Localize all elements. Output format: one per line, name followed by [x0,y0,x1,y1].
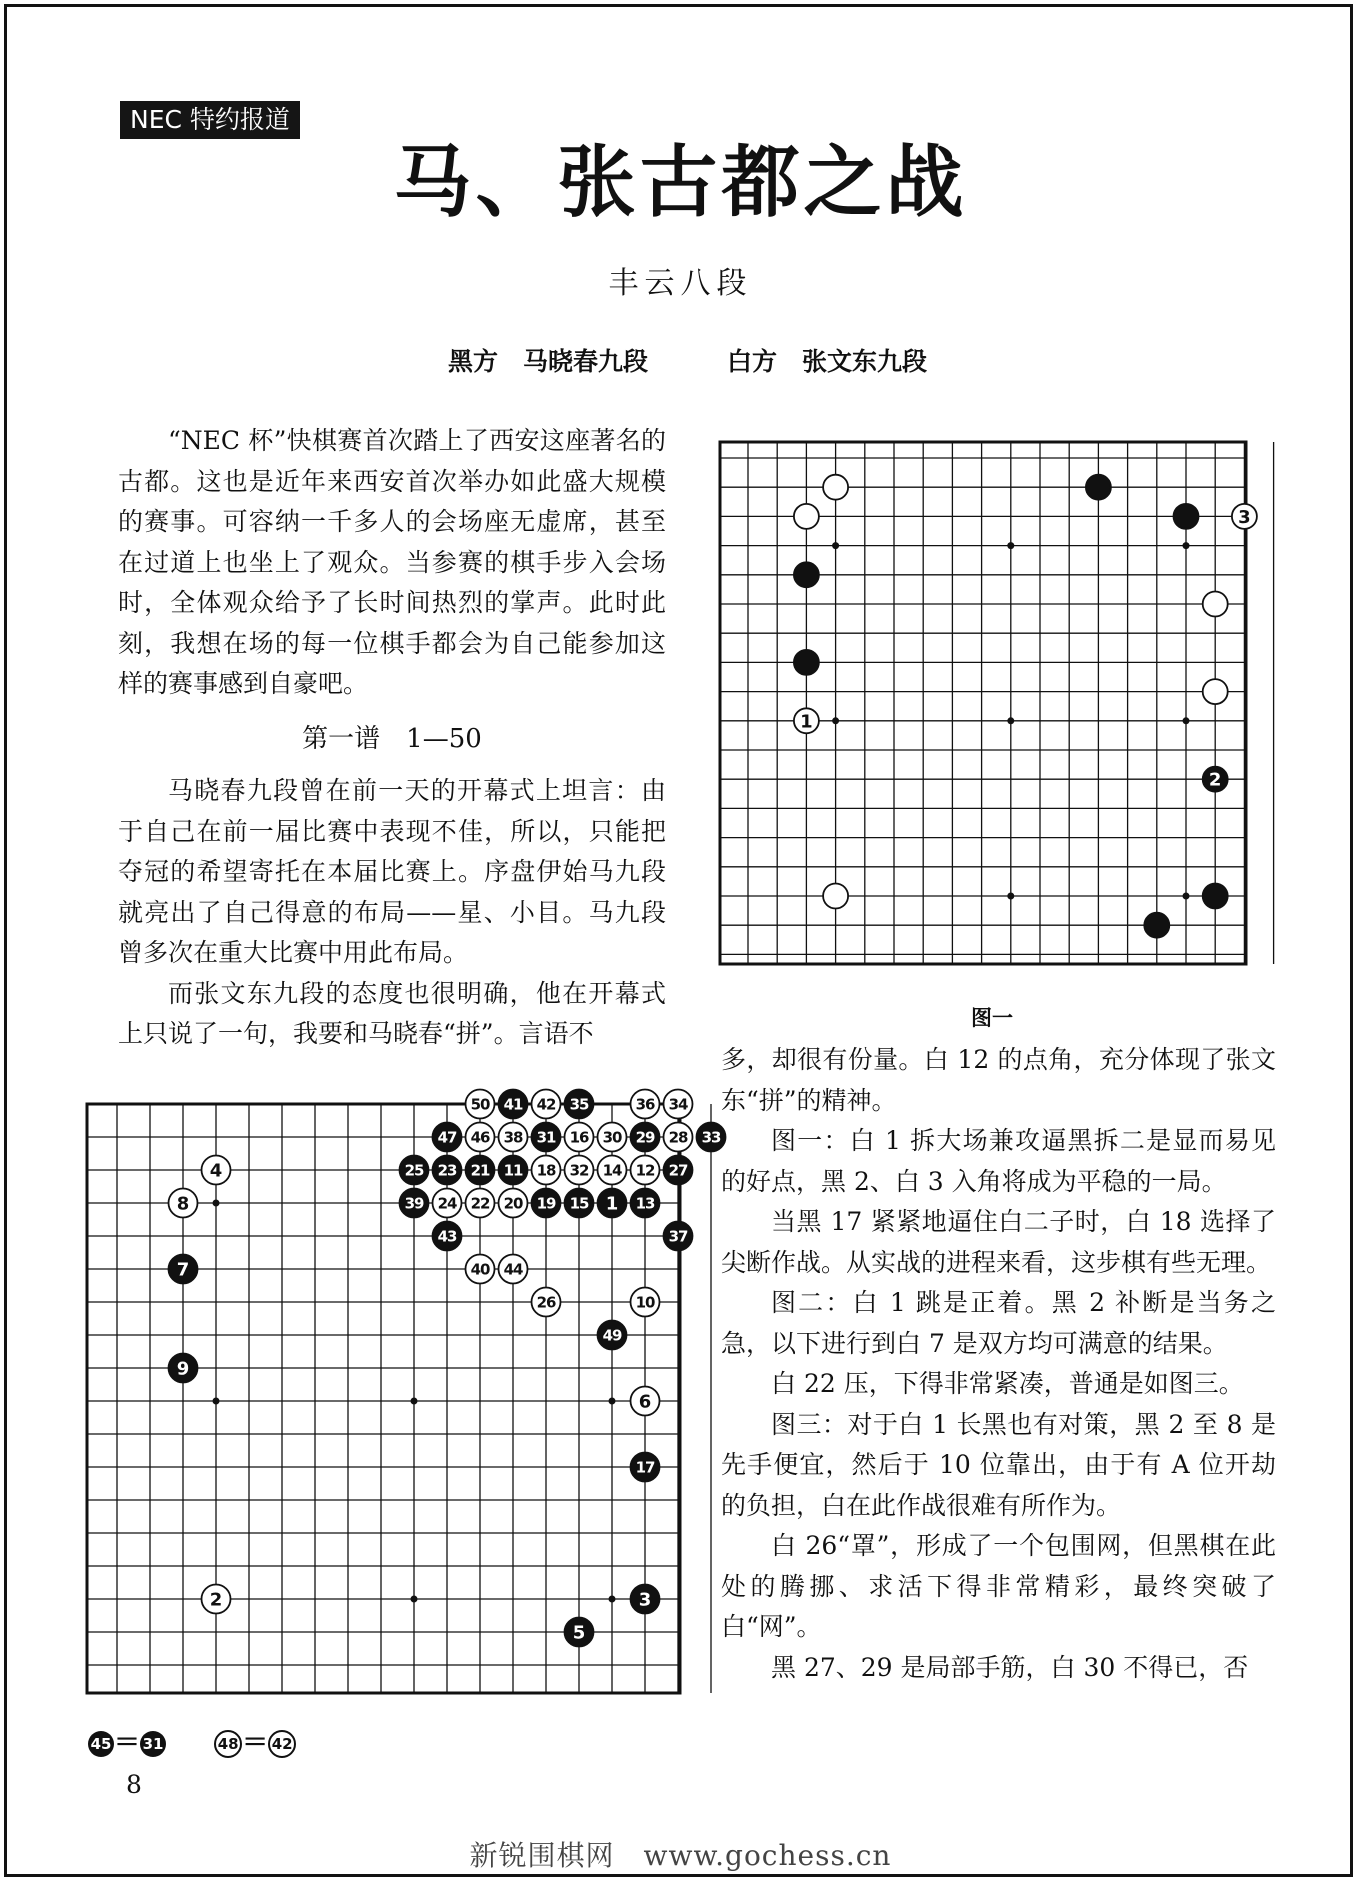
move-number: 21 [470,1161,490,1180]
white-stone [794,504,819,529]
note-stone-white: 42 [268,1730,296,1758]
star-point [1007,542,1014,549]
move-number: 1 [605,1193,619,1215]
move-number: 16 [569,1128,589,1147]
move-number: 41 [503,1095,523,1114]
move-number: 32 [569,1161,589,1180]
black-stone [1203,884,1228,909]
paragraph: 多，却很有份量。白 12 的点角，充分体现了张文东“拼”的精神。 [721,1045,1276,1115]
paragraph: 而张文东九段的态度也很明确，他在开幕式上只说了一句，我要和马晓春“拼”。言语不 [118,978,666,1048]
star-point [1183,893,1190,900]
figure-2-board [84,1088,721,1698]
star-point [832,542,839,549]
author-line: 丰云八段 [608,266,753,301]
black-stone [794,650,819,675]
star-point [1007,717,1014,724]
move-number: 44 [503,1260,523,1279]
black-stone [1086,475,1111,500]
move-number: 25 [404,1161,424,1180]
move-number: 2 [1208,769,1222,791]
figure-1-caption: 图一 [971,1006,1013,1030]
article-title: 马、张古都之战 [393,138,968,228]
move-number: 49 [602,1326,622,1345]
move-number: 11 [503,1161,523,1180]
move-number: 42 [536,1095,556,1114]
move-number: 15 [569,1194,589,1213]
move-number: 1 [800,711,813,733]
move-number: 46 [470,1128,490,1147]
page-number: 8 [126,1770,142,1799]
left-column [118,421,666,1055]
black-stone [1144,913,1169,938]
paragraph: 图二：白 1 跳是正着。黑 2 补断是当务之急，以下进行到白 7 是双方均可满意的结果。 [721,1288,1276,1358]
move-number: 37 [668,1227,688,1246]
star-point [1183,717,1190,724]
move-number: 39 [404,1194,424,1213]
white-stone [823,884,848,909]
move-number: 7 [176,1259,190,1281]
move-number: 23 [437,1161,457,1180]
move-number: 8 [176,1193,190,1215]
move-number: 40 [470,1260,490,1279]
paragraph: 图三：对于白 1 长黑也有对策，黑 2 至 8 是先手便宜，然后于 10 位靠出，由于有 A 位开劫的负担，白在此作战很难有所作为。 [721,1409,1276,1520]
move-notes [88,1722,296,1759]
black-stone [794,562,819,587]
move-number: 34 [668,1095,688,1114]
move-number: 22 [470,1194,490,1213]
footer-watermark: 新锐围棋网 www.gochess.cn [469,1839,892,1872]
star-point [213,1398,220,1405]
move-number: 43 [437,1227,457,1246]
move-number: 26 [536,1293,556,1312]
move-number: 9 [176,1358,190,1380]
figure-1-board [718,440,1251,966]
note-equals: ＝ [114,1728,141,1758]
move-number: 50 [470,1095,490,1114]
move-number: 3 [638,1589,652,1611]
move-number: 2 [209,1589,223,1611]
move-number: 6 [638,1391,652,1413]
move-number: 19 [536,1194,556,1213]
right-column [721,1040,1276,1688]
note-stone-white: 48 [214,1730,242,1758]
star-point [609,1596,616,1603]
move-number: 10 [635,1293,655,1312]
move-number: 27 [668,1161,688,1180]
move-number: 24 [437,1194,457,1213]
note-stone-black: 31 [140,1731,166,1757]
white-stone [1203,679,1228,704]
section-heading: 第一谱 1—50 [302,723,482,754]
move-number: 47 [437,1128,457,1147]
sponsor-badge: NEC 特约报道 [120,101,300,139]
star-point [1183,542,1190,549]
move-number: 28 [668,1128,688,1147]
note-equals: ＝ [242,1728,269,1758]
move-number: 18 [536,1161,556,1180]
white-stone [1203,592,1228,617]
move-number: 5 [572,1622,586,1644]
star-point [411,1398,418,1405]
paragraph: 当黑 17 紧紧地逼住白二子时，白 18 选择了尖断作战。从实战的进程来看，这步棋有些无理。 [721,1207,1276,1277]
star-point [411,1596,418,1603]
move-number: 31 [536,1128,556,1147]
star-point [609,1398,616,1405]
move-number: 20 [503,1194,523,1213]
white-stone [823,475,848,500]
move-number: 30 [602,1128,622,1147]
move-number: 12 [635,1161,655,1180]
move-number: 13 [635,1194,655,1213]
move-number: 29 [635,1128,655,1147]
move-number: 14 [602,1161,622,1180]
white-player: 白方 张文东九段 [727,347,928,376]
move-number: 17 [635,1458,655,1477]
star-point [1007,893,1014,900]
move-number: 36 [635,1095,655,1114]
move-number: 3 [1238,506,1251,528]
note-stone-black: 45 [88,1731,114,1757]
paragraph: 白 26“罩”，形成了一个包围网，但黑棋在此处的腾挪、求活下得非常精彩，最终突破了白“网”。 [721,1531,1276,1641]
intro-paragraph: “NEC 杯”快棋赛首次踏上了西安这座著名的古都。这也是近年来西安首次举办如此盛大规模的赛事。可容纳一千多人的会场座无虚席，甚至在过道上也坐上了观众。当参赛的棋手步入会场时，全体观众给予了长时间热烈的掌声。此时此刻，我想在场的每一位棋手都会为自己能参加这样的赛事感到自豪吧。 [118,426,666,698]
move-number: 38 [503,1128,523,1147]
paragraph: 图一：白 1 拆大场兼攻逼黑拆二是显而易见的好点，黑 2、白 3 入角将成为平稳的一局。 [721,1126,1276,1196]
black-player: 黑方 马晓春九段 [448,347,649,376]
paragraph: 黑 27、29 是局部手筋，白 30 不得已，否 [771,1652,1249,1682]
paragraph: 马晓春九段曾在前一天的开幕式上坦言：由于自己在前一届比赛中表现不佳，所以，只能把夺冠的希望寄托在本届比赛上。序盘伊始马九段就亮出了自己得意的布局——星、小目。马九段曾多次在重大比赛中用此布局。 [118,776,666,967]
move-number: 4 [209,1160,223,1182]
black-stone [1174,504,1199,529]
move-number: 33 [701,1128,721,1147]
star-point [213,1200,220,1207]
move-number: 35 [569,1095,589,1114]
star-point [832,717,839,724]
paragraph: 白 22 压，下得非常紧凑，普通是如图三。 [771,1369,1244,1398]
